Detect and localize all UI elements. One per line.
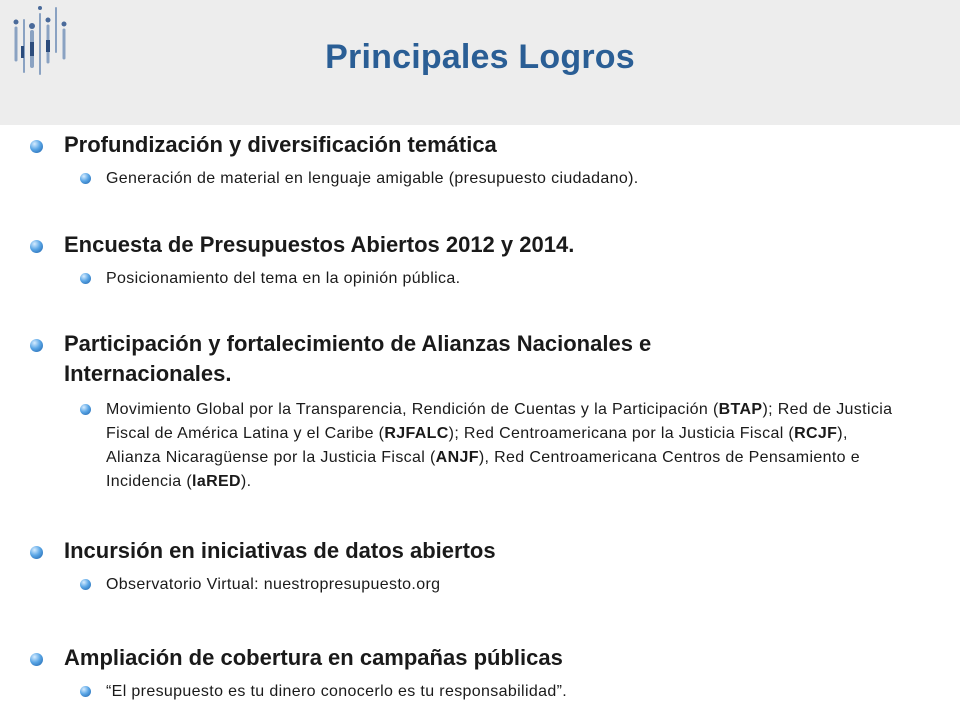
item-heading: Ampliación de cobertura en campañas públicas xyxy=(64,645,563,670)
sub-bullet-icon xyxy=(80,579,91,590)
item-subtext: Observatorio Virtual: nuestropresupuesto.org xyxy=(106,576,441,593)
sub-bullet-icon xyxy=(80,686,91,697)
sub-bullet-icon xyxy=(80,404,91,415)
item-subtext: Posicionamiento del tema en la opinión pública. xyxy=(106,270,461,287)
bullet-icon xyxy=(30,546,43,559)
item-heading-line2: Internacionales. xyxy=(64,361,232,386)
item-heading-line1: Participación y fortalecimiento de Alianzas Nacionales e xyxy=(64,331,652,356)
sub-bullet-icon xyxy=(80,273,91,284)
bullet-icon xyxy=(30,653,43,666)
item-heading: Profundización y diversificación temática xyxy=(64,132,497,157)
item-heading: Incursión en iniciativas de datos abiertos xyxy=(64,538,496,563)
item-subtext: “El presupuesto es tu dinero conocerlo es tu responsabilidad”. xyxy=(106,683,568,700)
item-heading: Encuesta de Presupuestos Abiertos 2012 y 2014. xyxy=(64,232,575,257)
item-subtext-alliances: Movimiento Global por la Transparencia, Rendición de Cuentas y la Participación (BTAP); Red de Justicia Fiscal de América Latina y el Caribe (RJFALC); Red Centroamericana por la Justicia Fiscal (RCJF), Alianza Nicaragüense por la Justicia Fiscal (ANJF), Red Centroamericana Centros de Pensamiento e Incidencia (laRED). xyxy=(106,401,893,490)
item-subtext: Generación de material en lenguaje amigable (presupuesto ciudadano). xyxy=(106,170,639,187)
sub-bullet-icon xyxy=(80,173,91,184)
page-title: Principales Logros xyxy=(325,38,635,76)
bullet-icon xyxy=(30,140,43,153)
bullet-icon xyxy=(30,240,43,253)
bullet-icon xyxy=(30,339,43,352)
